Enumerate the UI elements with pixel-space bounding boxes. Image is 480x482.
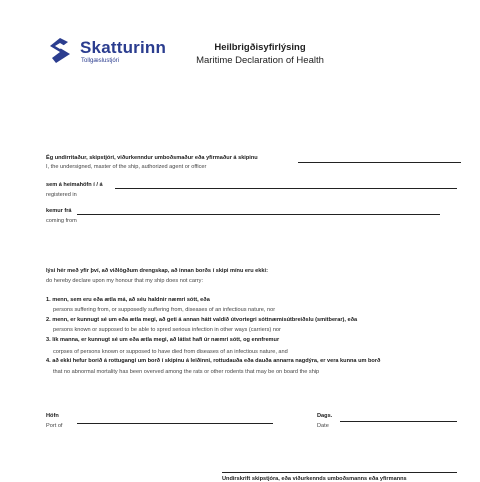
- coming-from-field[interactable]: [77, 214, 440, 215]
- page-title-is: Heilbrigðisyfirlýsing: [214, 42, 306, 53]
- declaration-item-4-is: 4. að ekki hefur borið á rottugangi um borð í skipinu á leiðinni, rottudauða eða dauða annarra nagdýra, er vera kunna um borð: [46, 358, 381, 364]
- declaration-item-3-en: corpses of persons known or supposed to have died from diseases of an infectious nature, and: [53, 349, 288, 355]
- date-field[interactable]: [340, 421, 457, 422]
- port-label-is: Höfn: [46, 413, 59, 419]
- date-label-en: Date: [317, 423, 329, 429]
- declaration-intro-is: lýsi hér með yfir því, að viðlögðum drengskap, að innan borðs í skipi mínu eru ekki:: [46, 268, 268, 274]
- declaration-item-1-en: persons suffering from, or supposedly suffering from, diseases of an infectious nature, nor: [53, 307, 276, 313]
- ship-name-field[interactable]: [298, 162, 461, 163]
- signature-caption: Undirskrift skipstjóra, eða viðurkennds umboðsmanns eða yfirmanns: [222, 476, 407, 482]
- registered-label-en: registered in: [46, 192, 77, 198]
- port-field[interactable]: [77, 423, 273, 424]
- declaration-item-3-is: 3. lík manna, er kunnugt sé um eða ætla megi, að látist hafi úr næmri sótt, og ennfremur: [46, 337, 280, 343]
- coming-from-label-en: coming from: [46, 218, 77, 224]
- port-label-en: Port of: [46, 423, 63, 429]
- coming-from-label-is: kemur frá: [46, 208, 72, 214]
- signature-field[interactable]: [222, 472, 457, 473]
- declaration-intro-en: do hereby declare upon my honour that my ship does not carry:: [46, 278, 204, 284]
- page-title-en: Maritime Declaration of Health: [196, 55, 324, 66]
- master-label-en: I, the undersigned, master of the ship, authorized agent or officer: [46, 164, 207, 170]
- logo-name: Skatturinn: [80, 38, 167, 57]
- logo-subtitle: Tollgæslustjóri: [81, 58, 120, 64]
- declaration-item-4-en: that no abnormal mortality has been overved among the rats or other rodents that may be on board the ship: [53, 369, 320, 375]
- declaration-item-2-is: 2. menn, er kunnugt sé um eða ætla megi, að geti á annan hátt valdið útvortegri sóttnæmisútbreiðslu (smitberar), eða: [46, 317, 358, 323]
- registered-in-field[interactable]: [115, 188, 457, 189]
- skatturinn-logo-mark-icon: [44, 36, 76, 66]
- declaration-item-2-en: persons known or supposed to be able to spred serious infection in other ways (carriers) nor: [53, 327, 281, 333]
- master-label-is: Ég undirritaður, skipstjóri, viðurkenndur umboðsmaður eða yfirmaður á skipinu: [46, 155, 258, 161]
- date-label-is: Dags.: [317, 413, 333, 419]
- registered-label-is: sem á heimahöfn í / á: [46, 182, 103, 188]
- declaration-item-1-is: 1. menn, sem eru eða ætla má, að séu haldnir næmri sótt, eða: [46, 297, 210, 303]
